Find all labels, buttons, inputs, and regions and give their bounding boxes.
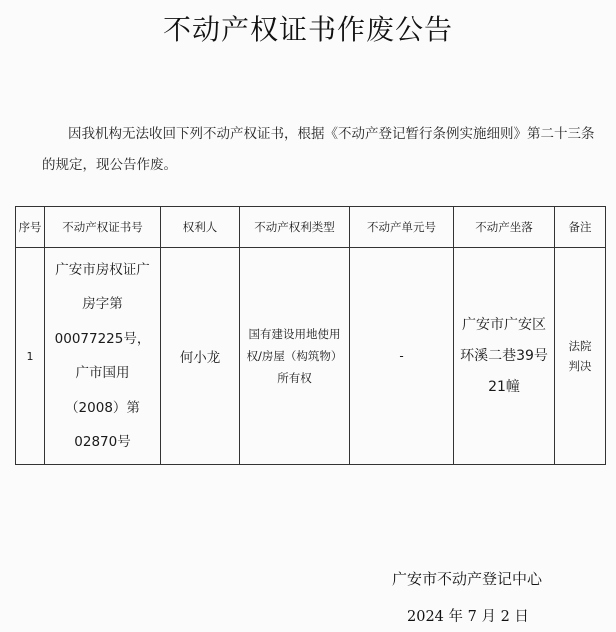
- table-row: [16, 248, 606, 465]
- header-note: 备注: [555, 207, 606, 248]
- cell-note: 法院判决: [555, 248, 606, 465]
- issue-date: 2024 年 7 月 2 日: [407, 609, 529, 625]
- header-unit-no: 不动产单元号: [350, 207, 454, 248]
- cell-right-type: 国有建设用地使用权/房屋（构筑物）所有权: [240, 248, 350, 465]
- header-holder: 权利人: [161, 207, 240, 248]
- notice-intro: 因我机构无法收回下列不动产权证书，根据《不动产登记暂行条例实施细则》第二十三条的规定，现公告作废。: [42, 126, 595, 173]
- cell-location: 广安市广安区环溪二巷39号21幢: [454, 248, 555, 465]
- header-seq: 序号: [16, 207, 45, 248]
- cell-cert-no: 广安市房权证广房字第00077225号，广市国用（2008）第02870号: [45, 248, 161, 465]
- notice-table: [15, 206, 606, 465]
- cell-seq: 1: [16, 248, 45, 465]
- issuer-name: 广安市不动产登记中心: [392, 570, 543, 588]
- header-right-type: 不动产权利类型: [240, 207, 350, 248]
- cell-holder: 何小龙: [161, 248, 240, 465]
- notice-title: 不动产权证书作废公告: [162, 13, 453, 46]
- table-header-row: [16, 207, 606, 248]
- header-location: 不动产坐落: [454, 207, 555, 248]
- header-cert-no: 不动产权证书号: [45, 207, 161, 248]
- cell-unit-no: -: [350, 248, 454, 465]
